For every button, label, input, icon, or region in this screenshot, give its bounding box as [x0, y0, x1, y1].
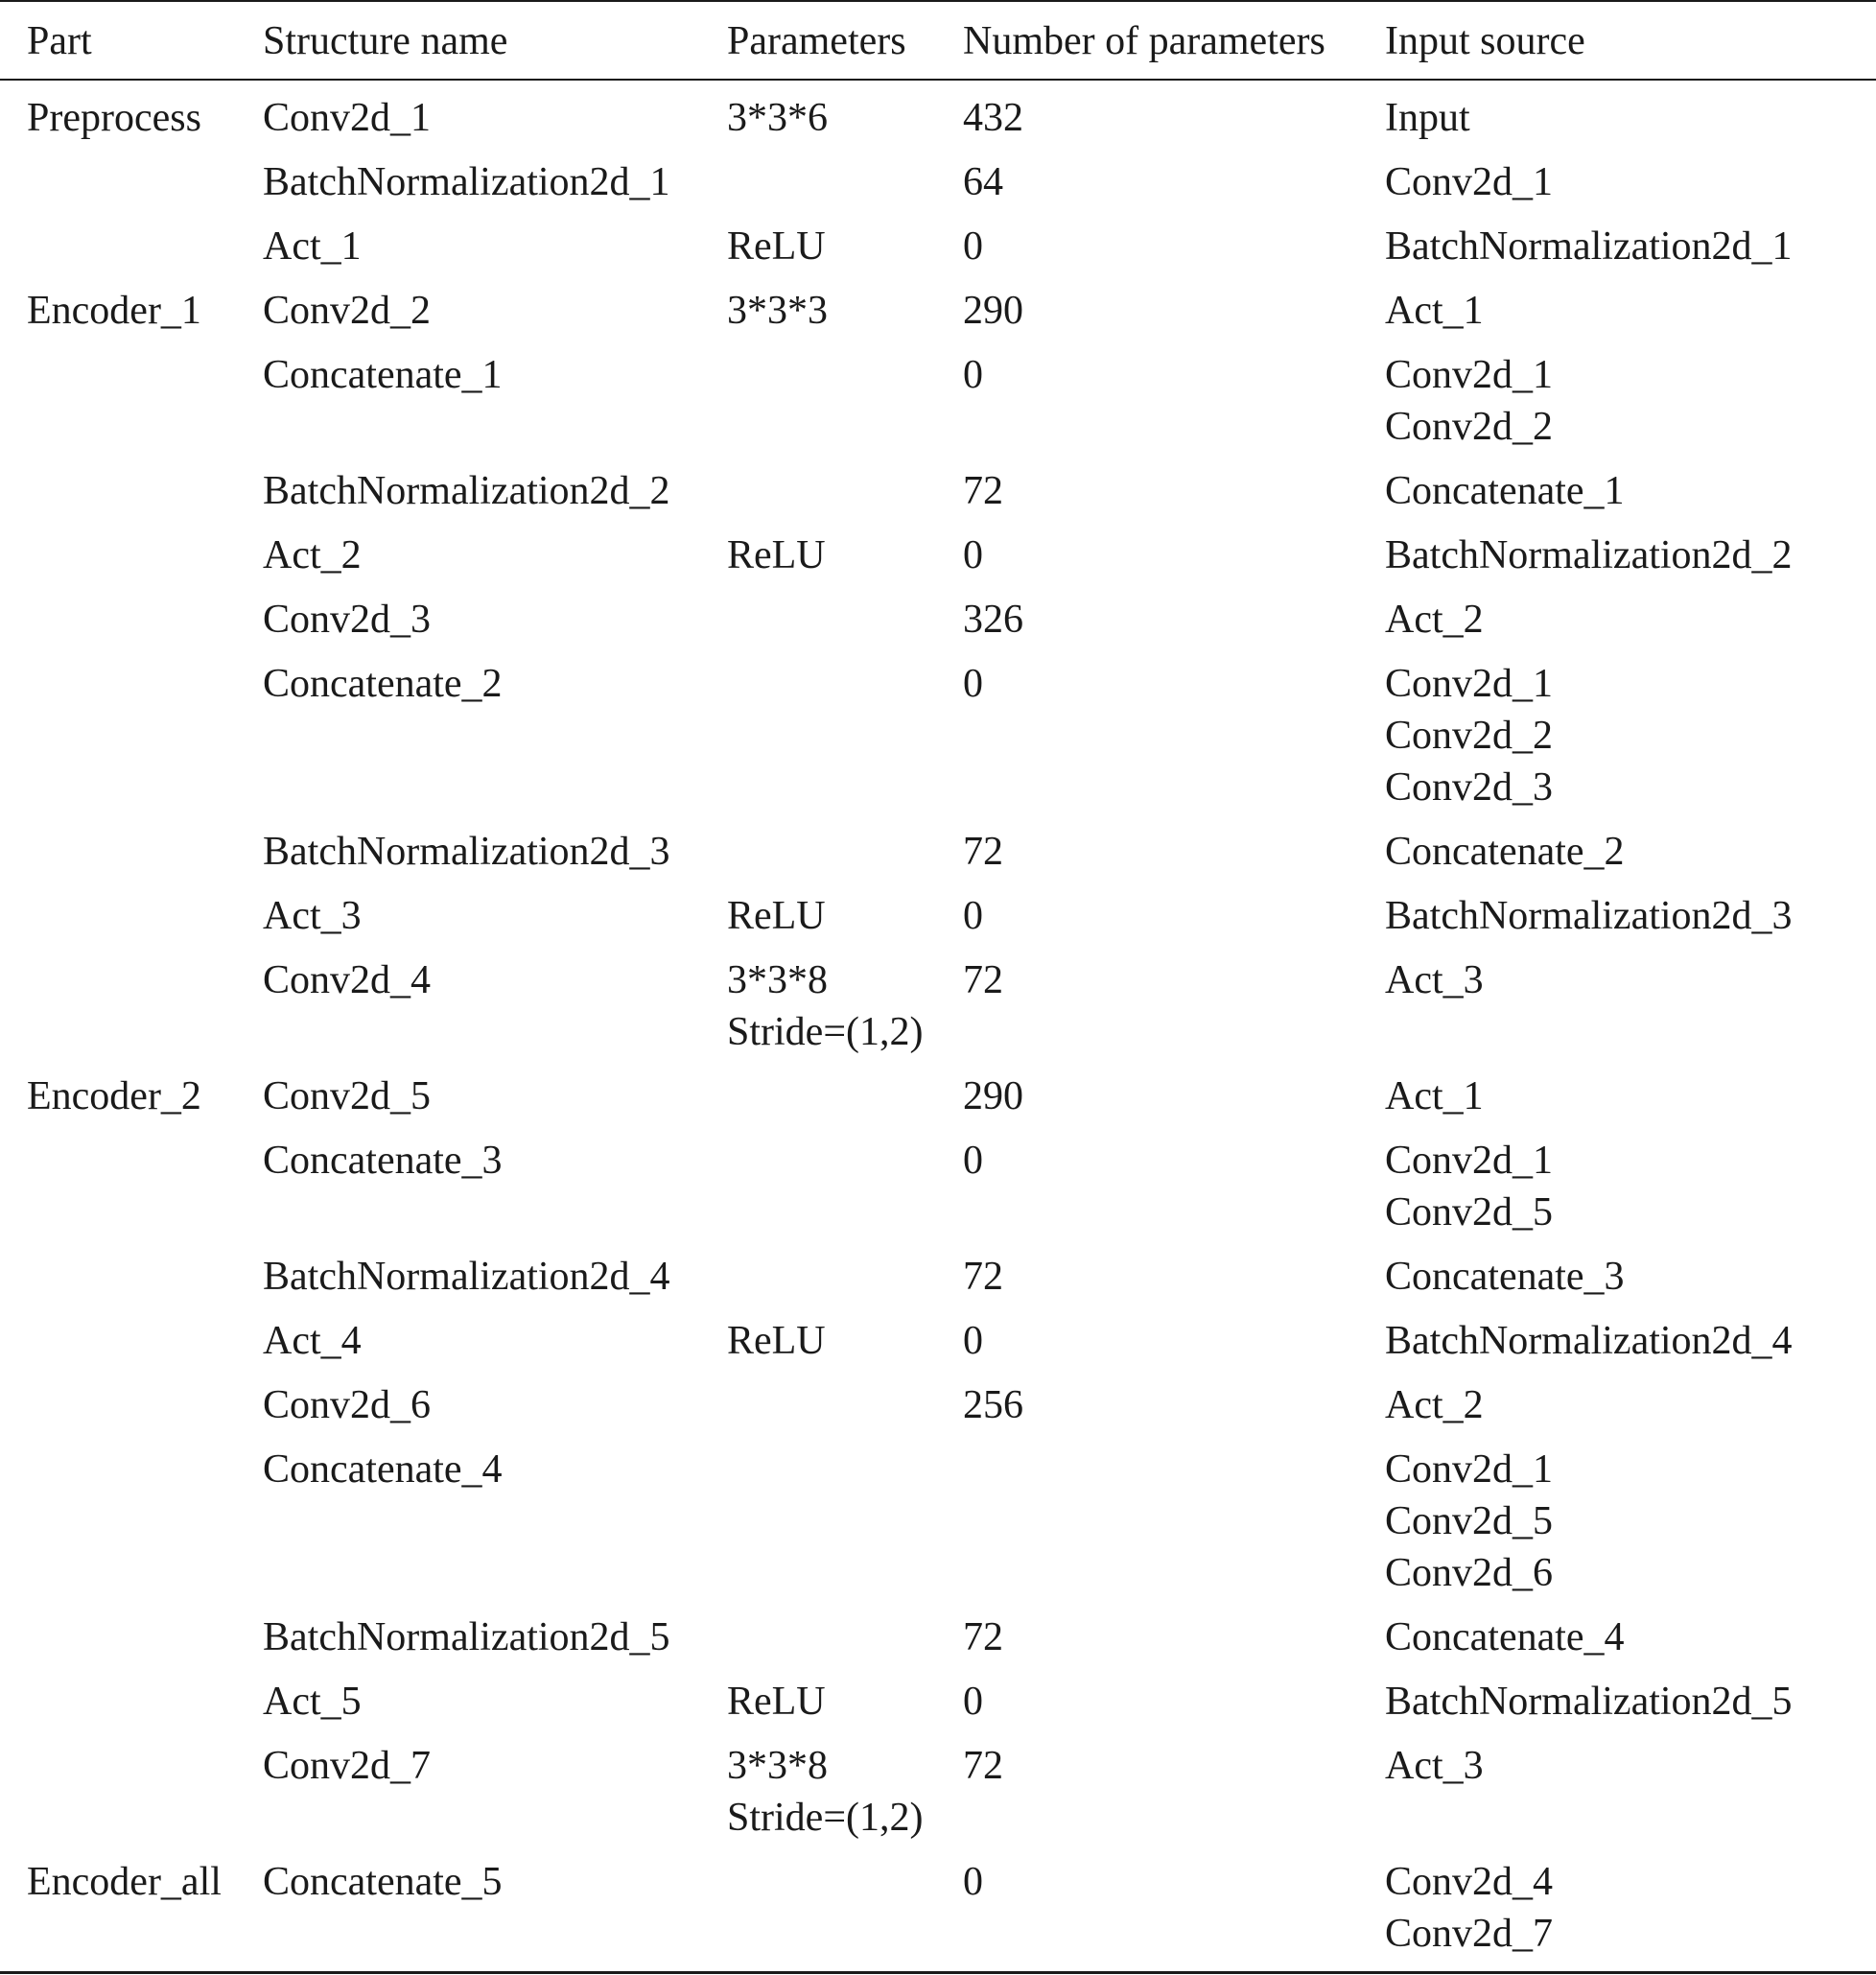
cell-part: Encoder_2: [27, 1074, 201, 1118]
cell-input-line: Conv2d_6: [1385, 1551, 1554, 1595]
cell-structure: Act_3: [263, 894, 362, 938]
cell-input-line: Conv2d_1: [1385, 353, 1554, 397]
cell-part: Preprocess: [27, 96, 201, 140]
cell-parameters: [727, 285, 828, 337]
cell-parameters: [727, 1315, 826, 1367]
cell-input-line: Conv2d_2: [1385, 714, 1554, 758]
cell-part: Encoder_1: [27, 289, 201, 333]
cell-parameters: [727, 890, 826, 942]
cell-structure: Act_2: [263, 533, 362, 577]
cell-structure: Act_5: [263, 1680, 362, 1724]
cell-count: 72: [963, 1615, 1003, 1659]
cell-structure: BatchNormalization2d_3: [263, 830, 670, 874]
cell-input-line: Act_2: [1385, 1383, 1484, 1427]
cell-parameters: [727, 92, 828, 144]
header-rule: [0, 79, 1876, 81]
header-structure: Structure name: [263, 19, 508, 63]
cell-count: 432: [963, 96, 1023, 140]
cell-input: [1385, 1444, 1553, 1599]
cell-input: [1385, 1070, 1484, 1122]
cell-input: [1385, 594, 1484, 646]
cell-input-line: Act_3: [1385, 958, 1484, 1002]
cell-count: 0: [963, 894, 983, 938]
cell-count: 72: [963, 469, 1003, 513]
cell-input-line: Conv2d_1: [1385, 1447, 1554, 1492]
cell-parameters-line: 3*3*8: [727, 958, 828, 1002]
cell-input-line: Act_1: [1385, 289, 1484, 333]
cell-input: [1385, 1740, 1484, 1792]
cell-count: 290: [963, 289, 1023, 333]
cell-parameters: [727, 954, 923, 1058]
cell-input: [1385, 826, 1625, 878]
cell-structure: Act_4: [263, 1319, 362, 1363]
cell-parameters-line: Stride=(1,2): [727, 1010, 924, 1054]
cell-input-line: Conv2d_3: [1385, 765, 1554, 810]
cell-input: [1385, 890, 1793, 942]
cell-input: [1385, 221, 1793, 272]
cell-input: [1385, 349, 1553, 453]
cell-structure: Conv2d_5: [263, 1074, 432, 1118]
cell-input-line: Conv2d_1: [1385, 160, 1554, 204]
cell-input: [1385, 1135, 1553, 1238]
cell-input-line: BatchNormalization2d_2: [1385, 533, 1793, 577]
cell-structure: Concatenate_5: [263, 1860, 503, 1904]
cell-structure: Concatenate_2: [263, 662, 503, 706]
cell-input-line: Conv2d_5: [1385, 1499, 1554, 1543]
cell-input: [1385, 1379, 1484, 1431]
cell-input-line: Conv2d_5: [1385, 1190, 1554, 1234]
cell-input-line: Conv2d_4: [1385, 1860, 1554, 1904]
cell-input-line: Concatenate_3: [1385, 1255, 1625, 1299]
cell-input-line: Act_2: [1385, 598, 1484, 642]
cell-count: 64: [963, 160, 1003, 204]
cell-count: 72: [963, 1255, 1003, 1299]
cell-count: 326: [963, 598, 1023, 642]
cell-input: [1385, 954, 1484, 1006]
cell-structure: Conv2d_6: [263, 1383, 432, 1427]
header-input: Input source: [1385, 19, 1585, 63]
cell-count: 0: [963, 1860, 983, 1904]
cell-count: 0: [963, 1319, 983, 1363]
cell-input-line: Concatenate_4: [1385, 1615, 1625, 1659]
cell-parameters: [727, 529, 826, 581]
cell-count: 0: [963, 1139, 983, 1183]
cell-parameters-line: ReLU: [727, 224, 826, 269]
cell-input-line: Act_1: [1385, 1074, 1484, 1118]
cell-count: 290: [963, 1074, 1023, 1118]
cell-parameters-line: ReLU: [727, 894, 826, 938]
cell-count: 0: [963, 224, 983, 269]
cell-count: 0: [963, 533, 983, 577]
header-part: Part: [27, 19, 92, 63]
cell-input-line: Input: [1385, 96, 1470, 140]
cell-parameters: [727, 1740, 923, 1844]
cell-count: 0: [963, 662, 983, 706]
cell-input: [1385, 465, 1625, 517]
cell-input: [1385, 285, 1484, 337]
cell-structure: BatchNormalization2d_2: [263, 469, 670, 513]
cell-count: 0: [963, 1680, 983, 1724]
cell-parameters-line: 3*3*6: [727, 96, 828, 140]
cell-structure: BatchNormalization2d_4: [263, 1255, 670, 1299]
cell-input: [1385, 658, 1553, 813]
cell-parameters: [727, 1676, 826, 1728]
cell-parameters-line: Stride=(1,2): [727, 1796, 924, 1840]
cell-input: [1385, 1676, 1793, 1728]
cell-input: [1385, 1251, 1625, 1303]
cell-input-line: BatchNormalization2d_1: [1385, 224, 1793, 269]
cell-parameters-line: ReLU: [727, 533, 826, 577]
cell-structure: BatchNormalization2d_5: [263, 1615, 670, 1659]
cell-count: 0: [963, 353, 983, 397]
cell-input-line: Concatenate_1: [1385, 469, 1625, 513]
cell-parameters-line: ReLU: [727, 1319, 826, 1363]
cell-input-line: Concatenate_2: [1385, 830, 1625, 874]
cell-input-line: Conv2d_1: [1385, 662, 1554, 706]
cell-structure: BatchNormalization2d_1: [263, 160, 670, 204]
cell-input-line: Conv2d_7: [1385, 1912, 1554, 1956]
cell-count: 256: [963, 1383, 1023, 1427]
cell-parameters-line: ReLU: [727, 1680, 826, 1724]
cell-structure: Conv2d_4: [263, 958, 432, 1002]
cell-structure: Concatenate_1: [263, 353, 503, 397]
header-parameters: Parameters: [727, 19, 906, 63]
cell-structure: Conv2d_1: [263, 96, 432, 140]
cell-input: [1385, 1856, 1553, 1960]
cell-structure: Conv2d_2: [263, 289, 432, 333]
top-rule: [0, 0, 1876, 2]
cell-parameters: [727, 221, 826, 272]
cell-count: 72: [963, 1744, 1003, 1788]
cell-input: [1385, 529, 1793, 581]
cell-input-line: BatchNormalization2d_3: [1385, 894, 1793, 938]
cell-input: [1385, 1315, 1793, 1367]
cell-input-line: Conv2d_1: [1385, 1139, 1554, 1183]
cell-input-line: BatchNormalization2d_4: [1385, 1319, 1793, 1363]
cell-input: [1385, 156, 1553, 208]
cell-input-line: Act_3: [1385, 1744, 1484, 1788]
cell-part: Encoder_all: [27, 1860, 222, 1904]
cell-input-line: BatchNormalization2d_5: [1385, 1680, 1793, 1724]
cell-structure: Concatenate_4: [263, 1447, 503, 1492]
cell-count: 72: [963, 830, 1003, 874]
cell-input-line: Conv2d_2: [1385, 405, 1554, 449]
cell-parameters-line: 3*3*8: [727, 1744, 828, 1788]
bottom-rule: [0, 1971, 1876, 1974]
cell-structure: Conv2d_3: [263, 598, 432, 642]
cell-structure: Concatenate_3: [263, 1139, 503, 1183]
header-count: Number of parameters: [963, 19, 1325, 63]
cell-count: 72: [963, 958, 1003, 1002]
cell-structure: Act_1: [263, 224, 362, 269]
cell-structure: Conv2d_7: [263, 1744, 432, 1788]
cell-input: [1385, 92, 1470, 144]
cell-parameters-line: 3*3*3: [727, 289, 828, 333]
cell-input: [1385, 1611, 1625, 1663]
